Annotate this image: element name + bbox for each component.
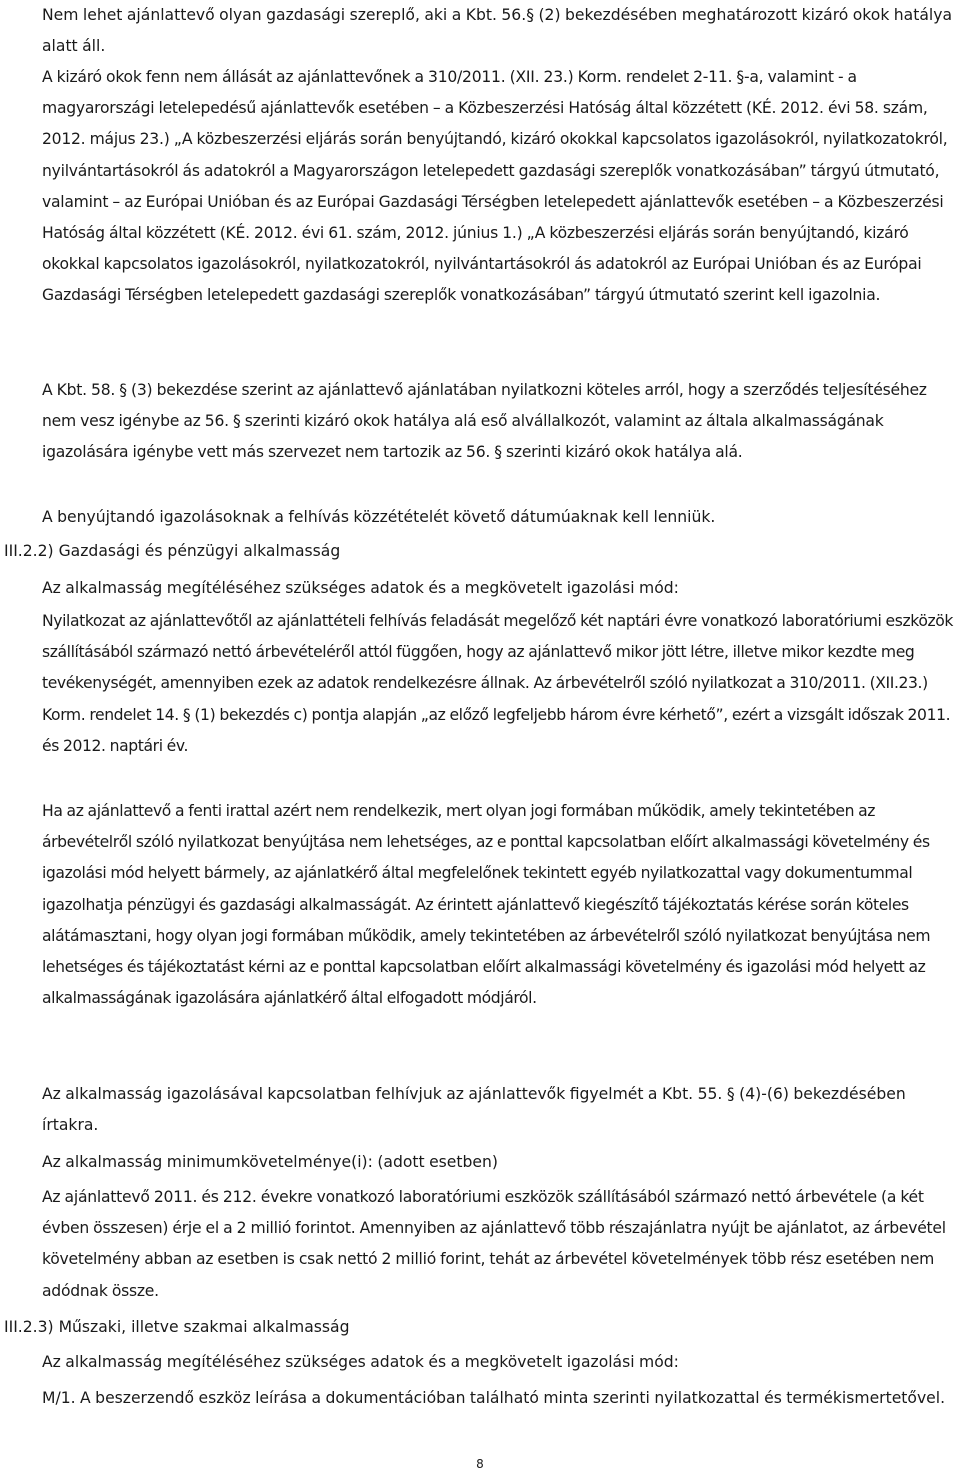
paragraph-minimum-requirements-label: Az alkalmasság minimumkövetelménye(i): (adott esetben)	[42, 1153, 498, 1171]
paragraph-financial-proof-intro: Az alkalmasság megítéléséhez szükséges adatok és a megkövetelt igazolási mód:	[42, 579, 679, 597]
paragraph-m1-requirement: M/1. A beszerzendő eszköz leírása a dokumentációban található minta szerinti nyilatkozattal és termékismertetővel.	[42, 1389, 946, 1407]
section-heading-financial-capacity: III.2.2) Gazdasági és pénzügyi alkalmasság	[4, 542, 341, 560]
paragraph-revenue-statement: Nyilatkozat az ajánlattevőtől az ajánlattételi felhívás feladását megelőző két naptári évre vonatkozó laboratóriumi eszközök szállításából származó nettó árbevételéről attól függően, hogy az ajánlattevő mikor jött létre, illetve mikor kezdte meg tevékenységét, amennyiben ezek az adatok rendelkezésre állnak. Az árbevételről szóló nyilatkozat a 310/2011. (XII.23.) Korm. rendelet 14. § (1) bekezdés c) pontja alapján „az előző legfeljebb három évre kérhető”, ezért a vizsgált időszak 2011. és 2012. naptári év.	[42, 612, 954, 755]
paragraph-exclusion-proof: A kizáró okok fenn nem állását az ajánlattevőnek a 310/2011. (XII. 23.) Korm. rendelet 2-11. §-a, valamint - a magyarországi letelepedésű ajánlattevők esetében – a Közbeszerzési Hatóság által közzétett (KÉ. 2012. évi 58. szám, 2012. május 23.) „A közbeszerzési eljárás során benyújtandó, kizáró okokkal kapcsolatos igazolásokról, nyilatkozatokról, nyilvántartásokról ás adatokról a Magyarországon letelepedett gazdasági szereplők vonatkozásában” tárgyú útmutató, valamint – az Európai Unióban és az Európai Gazdasági Térségben letelepedett ajánlattevők esetében – a Közbeszerzési Hatóság által közzétett (KÉ. 2012. évi 61. szám, 2012. június 1.) „A közbeszerzési eljárás során benyújtandó, kizáró okokkal kapcsolatos igazolásokról, nyilatkozatokról, nyilvántartásokról ás adatokról az Európai Unióban és az Európai Gazdasági Térségben letelepedett gazdasági szereplők vonatkozásában” tárgyú útmutató szerint kell igazolnia.	[42, 68, 948, 305]
paragraph-certificate-date: A benyújtandó igazolásoknak a felhívás közzétételét követő dátumúaknak kell lenniük.	[42, 508, 716, 526]
paragraph-kbt-reference: Az alkalmasság igazolásával kapcsolatban felhívjuk az ajánlattevők figyelmét a Kbt. 55. § (4)-(6) bekezdésében írtakra.	[42, 1085, 906, 1135]
paragraph-bidder-eligibility: Nem lehet ajánlattevő olyan gazdasági szereplő, aki a Kbt. 56.§ (2) bekezdésében meghatározott kizáró okok hatálya alatt áll.	[42, 6, 953, 56]
paragraph-subcontractor-statement: A Kbt. 58. § (3) bekezdése szerint az ajánlattevő ajánlatában nyilatkozni köteles arról, hogy a szerződés teljesítéséhez nem vesz igénybe az 56. § szerinti kizáró okok hatálya alá eső alvállalkozót, valamint az általa alkalmasságának igazolására igénybe vett más szervezet nem tartozik az 56. § szerinti kizáró okok hatálya alá.	[42, 381, 927, 462]
paragraph-alternative-proof: Ha az ajánlattevő a fenti irattal azért nem rendelkezik, mert olyan jogi formában működik, amely tekintetében az árbevételről szóló nyilatkozat benyújtása nem lehetséges, az e ponttal kapcsolatban előírt alkalmassági követelmény és igazolási mód helyett bármely, az ajánlatkérő által megfelelőnek tekintett egyéb nyilatkozattal vagy dokumentummal igazolhatja pénzügyi és gazdasági alkalmasságát. Az érintett ajánlattevő kiegészítő tájékoztatás kérése során köteles alátámasztani, hogy olyan jogi formában működik, amely tekintetében az árbevételről szóló nyilatkozat benyújtása nem lehetséges és tájékoztatást kérni az e ponttal kapcsolatban előírt alkalmassági követelmény és igazolási mód helyett az alkalmasságának igazolására ajánlatkérő által elfogadott módjáról.	[42, 802, 931, 1008]
section-heading-technical-capacity: III.2.3) Műszaki, illetve szakmai alkalmasság	[4, 1318, 350, 1336]
paragraph-technical-proof-intro: Az alkalmasság megítéléséhez szükséges adatok és a megkövetelt igazolási mód:	[42, 1353, 679, 1371]
paragraph-revenue-minimum: Az ajánlattevő 2011. és 212. évekre vonatkozó laboratóriumi eszközök szállításából származó nettó árbevétele (a két évben összesen) érje el a 2 millió forintot. Amennyiben az ajánlattevő több részajánlatra nyújt be ajánlatot, az árbevétel követelmény abban az esetben is csak nettó 2 millió forint, tehát az árbevétel követelmények több rész esetében nem adódnak össze.	[42, 1188, 946, 1300]
page-number: 8	[476, 1457, 484, 1471]
